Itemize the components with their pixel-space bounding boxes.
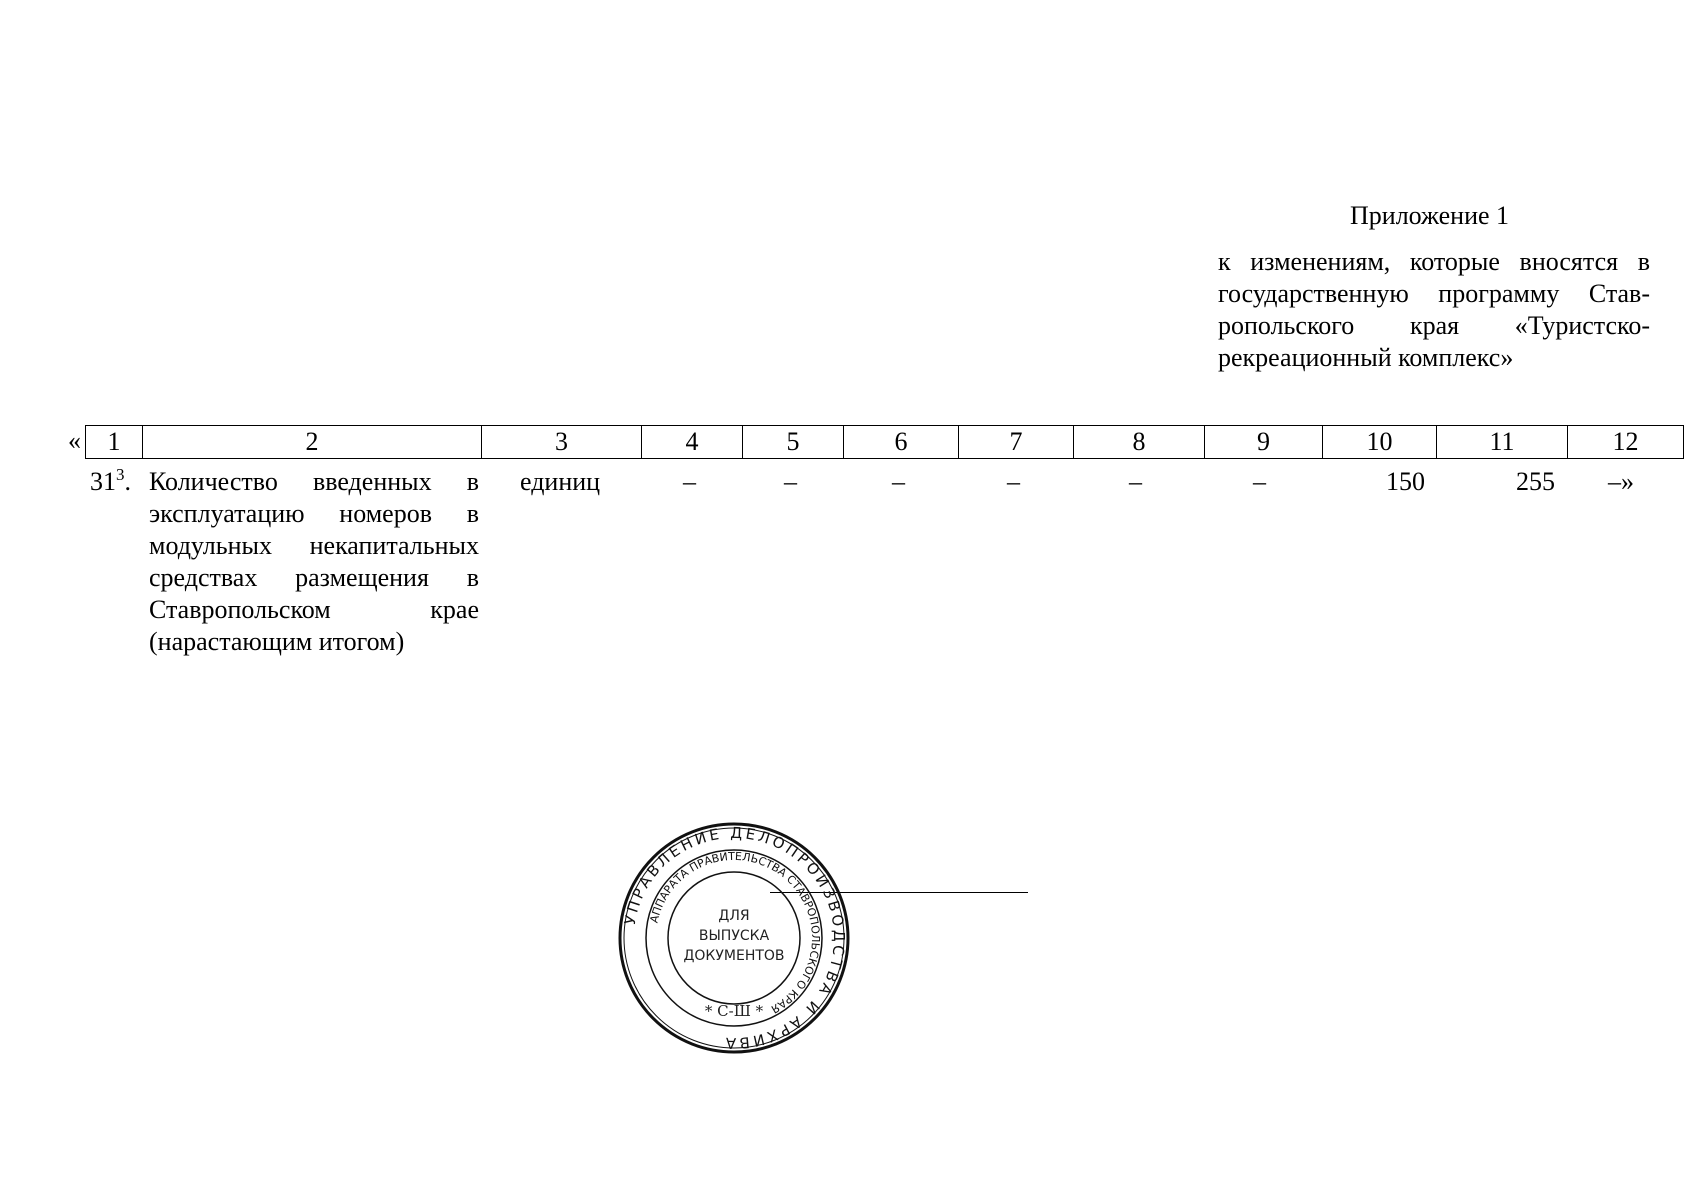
row-unit: единиц <box>520 467 601 496</box>
row-col12: –» <box>1608 467 1634 496</box>
open-quote: « <box>68 426 81 455</box>
stamp-center-line: ДОКУМЕНТОВ <box>683 948 785 964</box>
appendix-subtitle-line: к изменениям, которые вносятся в <box>1218 247 1650 276</box>
header-row <box>86 426 1684 459</box>
row-col6: – <box>892 467 905 496</box>
header-cell: 7 <box>959 426 1074 459</box>
appendix-subtitle <box>1218 247 1650 378</box>
header-cell: 6 <box>844 426 959 459</box>
appendix-subtitle-line: ропольского края «Туристско- <box>1218 311 1650 340</box>
row-col7: – <box>1007 467 1020 496</box>
header-cell: 9 <box>1205 426 1323 459</box>
stamp-bottom-code: * С-Ш * <box>704 1002 764 1020</box>
description-line: модульных некапитальных <box>149 531 479 560</box>
description-line: средствах размещения в <box>149 563 479 592</box>
row-description <box>149 466 479 658</box>
header-cell: 10 <box>1323 426 1437 459</box>
description-line: Ставропольском крае <box>149 595 479 624</box>
description-line: эксплуатацию номеров в <box>149 499 479 528</box>
header-cell: 11 <box>1437 426 1568 459</box>
stamp-inner-text: АППАРАТА ПРАВИТЕЛЬСТВА СТАВРОПОЛЬСКОГО КРАЯ <box>647 849 823 1016</box>
header-cell: 3 <box>482 426 642 459</box>
description-line: Количество введенных в <box>149 467 479 496</box>
row-number <box>90 466 131 498</box>
appendix-subtitle-line: рекреационный комплекс» <box>1218 343 1514 372</box>
stamp-center-line: ВЫПУСКА <box>698 928 770 944</box>
official-stamp <box>616 820 852 1056</box>
row-col8: – <box>1129 467 1142 496</box>
header-cell: 8 <box>1074 426 1205 459</box>
row-col5: – <box>784 467 797 496</box>
description-line: (нарастающим итогом) <box>149 627 405 656</box>
header-cell: 2 <box>143 426 482 459</box>
header-cell: 5 <box>743 426 844 459</box>
stamp-center-line: ДЛЯ <box>718 908 750 924</box>
column-number-header <box>85 425 1684 459</box>
appendix-title: Приложение 1 <box>1350 201 1510 230</box>
row-number-main: 31 <box>90 467 116 496</box>
header-cell: 4 <box>642 426 743 459</box>
row-col10: 150 <box>1386 467 1425 496</box>
stamp-outer-text: УПРАВЛЕНИЕ ДЕЛОПРОИЗВОДСТВА И АРХИВА <box>620 823 849 1053</box>
row-number-suffix: . <box>124 467 131 496</box>
row-number-superscript: 3 <box>116 465 125 484</box>
row-col4: – <box>683 467 696 496</box>
header-cell: 1 <box>86 426 143 459</box>
header-cell: 12 <box>1568 426 1684 459</box>
appendix-subtitle-line: государственную программу Став- <box>1218 279 1650 308</box>
row-col11: 255 <box>1516 467 1555 496</box>
row-col9: – <box>1253 467 1266 496</box>
